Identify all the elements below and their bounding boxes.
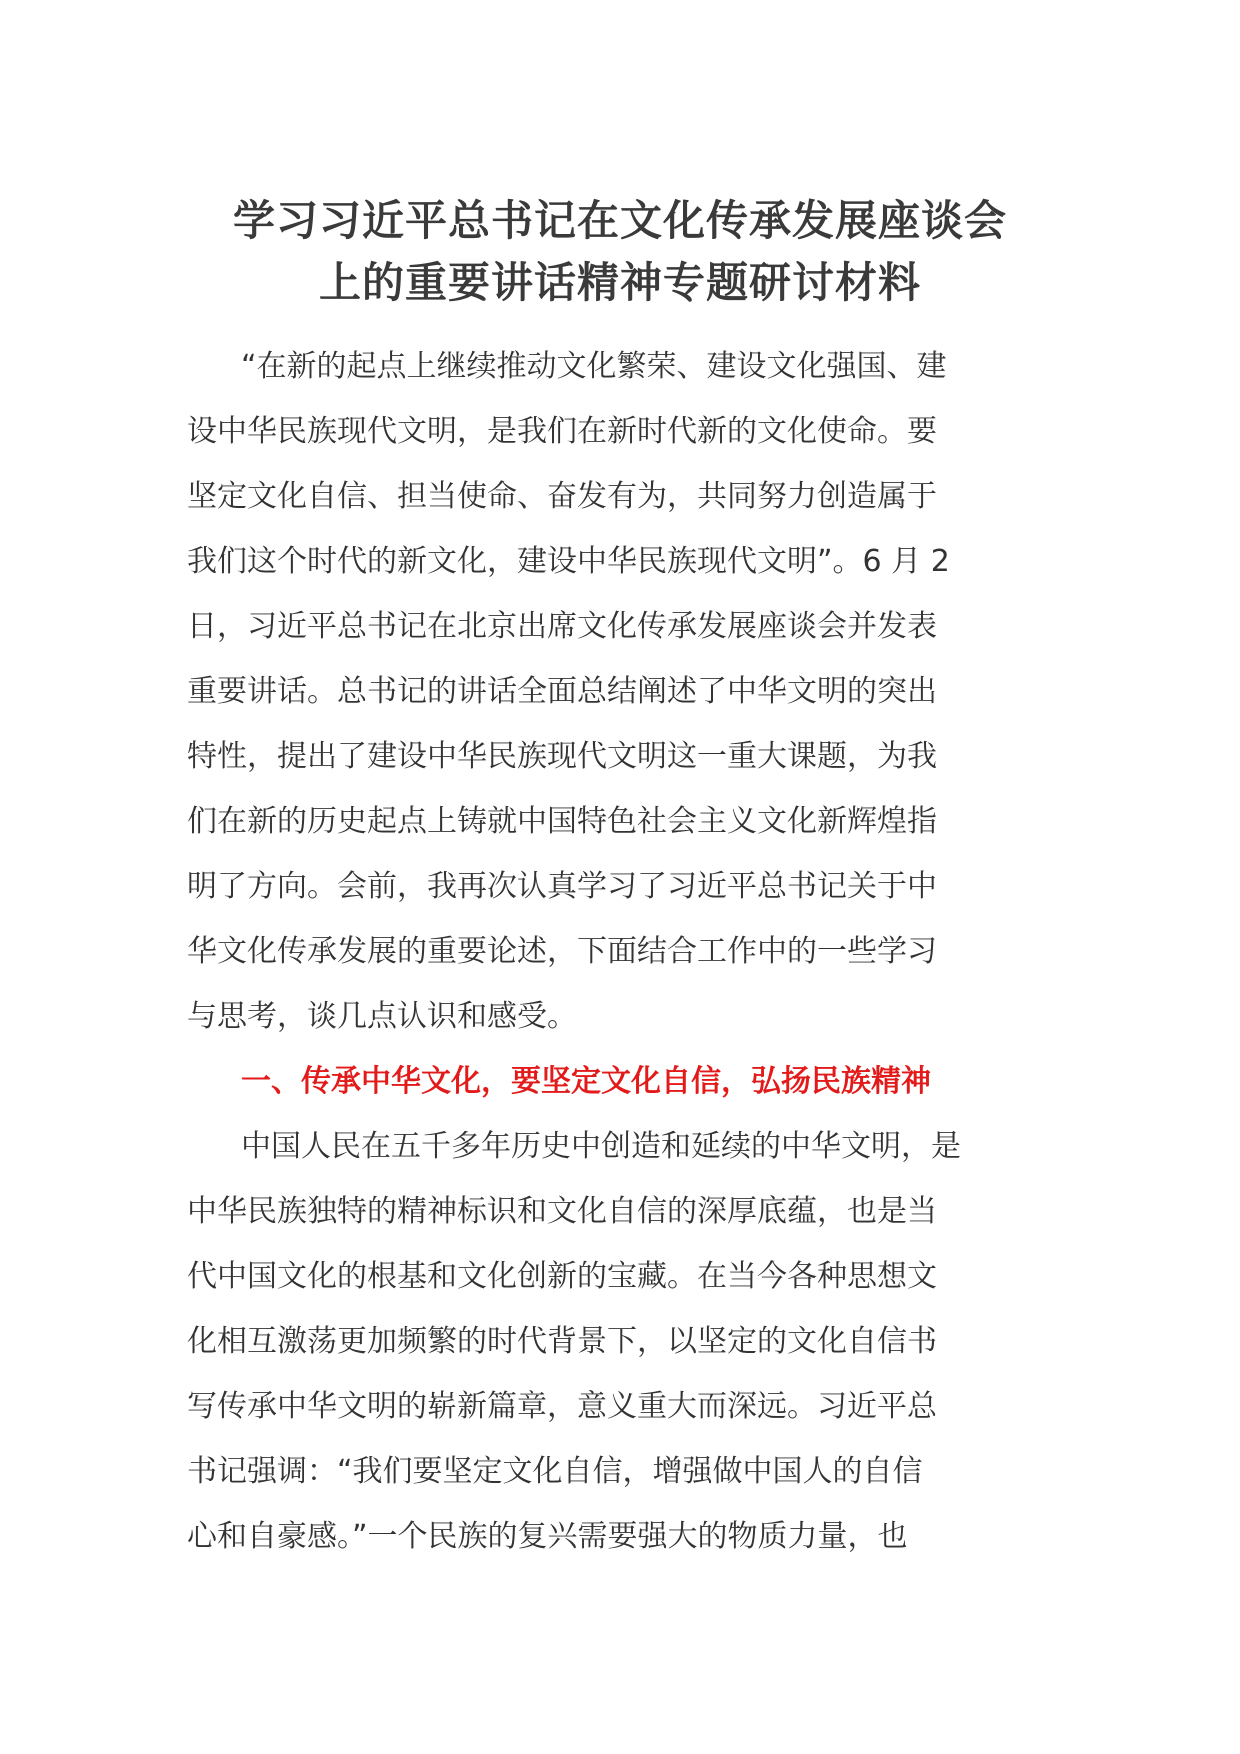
text-line: 代中国文化的根基和文化创新的宝藏。在当今各种思想文 <box>187 1259 937 1294</box>
document-content <box>187 190 1053 1569</box>
text-line: 华文化传承发展的重要论述，下面结合工作中的一些学习 <box>187 934 937 969</box>
title-line: 学习习近平总书记在文化传承发展座谈会 <box>232 196 1007 245</box>
text-line: 日，习近平总书记在北京出席文化传承发展座谈会并发表 <box>187 609 937 644</box>
paragraph-section-1 <box>187 1114 1053 1569</box>
text-line: 书记强调：“我们要坚定文化自信，增强做中国人的自信 <box>187 1454 923 1489</box>
document-title <box>187 190 1053 314</box>
text-line: 化相互激荡更加频繁的时代背景下，以坚定的文化自信书 <box>187 1324 937 1359</box>
text-line: 设中华民族现代文明，是我们在新时代新的文化使命。要 <box>187 414 937 449</box>
text-line: 与思考，谈几点认识和感受。 <box>187 999 577 1034</box>
text-line: 明了方向。会前，我再次认真学习了习近平总书记关于中 <box>187 869 937 904</box>
text-line: 我们这个时代的新文化，建设中华民族现代文明”。6 月 2 <box>187 544 950 579</box>
text-line: 中华民族独特的精神标识和文化自信的深厚底蕴，也是当 <box>187 1194 937 1229</box>
text-line: 中国人民在五千多年历史中创造和延续的中华文明，是 <box>241 1129 961 1164</box>
title-line: 上的重要讲话精神专题研讨材料 <box>318 258 921 307</box>
text-line: 重要讲话。总书记的讲话全面总结阐述了中华文明的突出 <box>187 674 937 709</box>
section-heading: 一、传承中华文化，要坚定文化自信，弘扬民族精神 <box>241 1064 931 1099</box>
document-body <box>187 334 1053 1569</box>
text-line: 坚定文化自信、担当使命、奋发有为，共同努力创造属于 <box>187 479 937 514</box>
text-line: 们在新的历史起点上铸就中国特色社会主义文化新辉煌指 <box>187 804 937 839</box>
text-line: 写传承中华文明的崭新篇章，意义重大而深远。习近平总 <box>187 1389 937 1424</box>
paragraph-intro <box>187 334 1053 1049</box>
text-line: 特性，提出了建设中华民族现代文明这一重大课题，为我 <box>187 739 937 774</box>
text-line: 心和自豪感。”一个民族的复兴需要强大的物质力量，也 <box>187 1519 908 1554</box>
text-line: “在新的起点上继续推动文化繁荣、建设文化强国、建 <box>241 349 947 384</box>
